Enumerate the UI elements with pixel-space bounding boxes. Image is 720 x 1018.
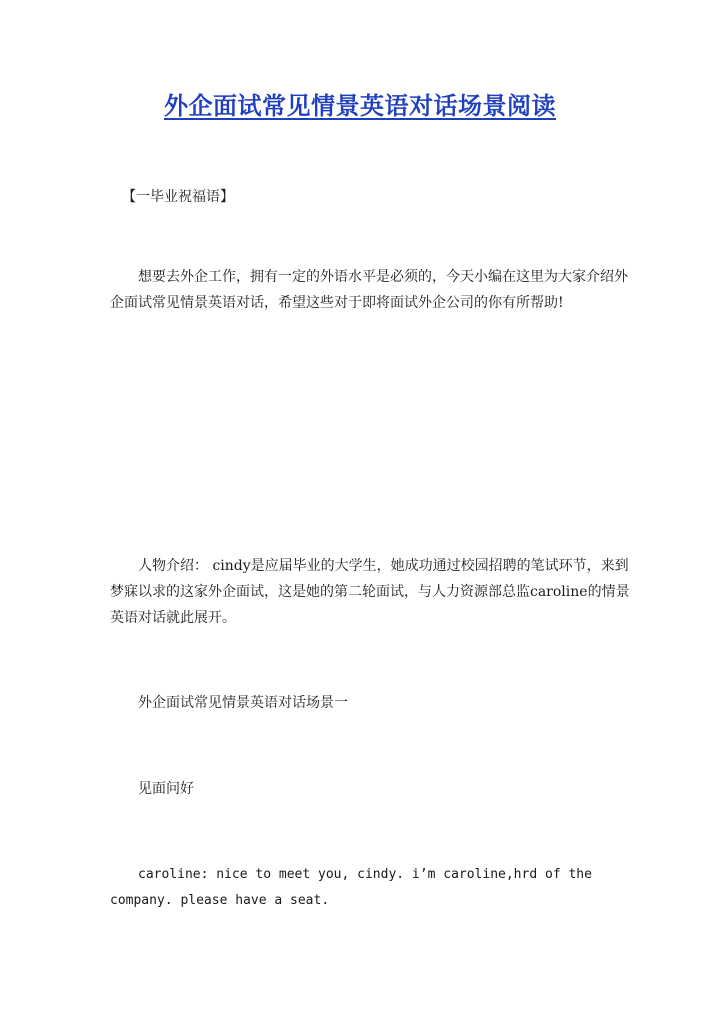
characters-paragraph: 人物介绍： cindy是应届毕业的大学生，她成功通过校园招聘的笔试环节，来到梦寐以求的这家外企面试，这是她的第二轮面试，与人力资源部总监caroline的情景英语对话就此展开。 <box>110 558 630 626</box>
intro-paragraph: 想要去外企工作，拥有一定的外语水平是必须的，今天小编在这里为大家介绍外企面试常见情景英语对话，希望这些对于即将面试外企公司的你有所帮助! <box>110 269 628 311</box>
document-title[interactable]: 外企面试常见情景英语对话场景阅读 <box>164 91 556 120</box>
dialogue-line: caroline: nice to meet you, cindy. i’m caroline,hrd of the company. please have a seat. <box>110 867 592 908</box>
section-tag: 【一毕业祝福语】 <box>122 189 234 205</box>
scene-subheading: 见面问好 <box>138 781 194 797</box>
scene-heading: 外企面试常见情景英语对话场景一 <box>138 695 348 711</box>
